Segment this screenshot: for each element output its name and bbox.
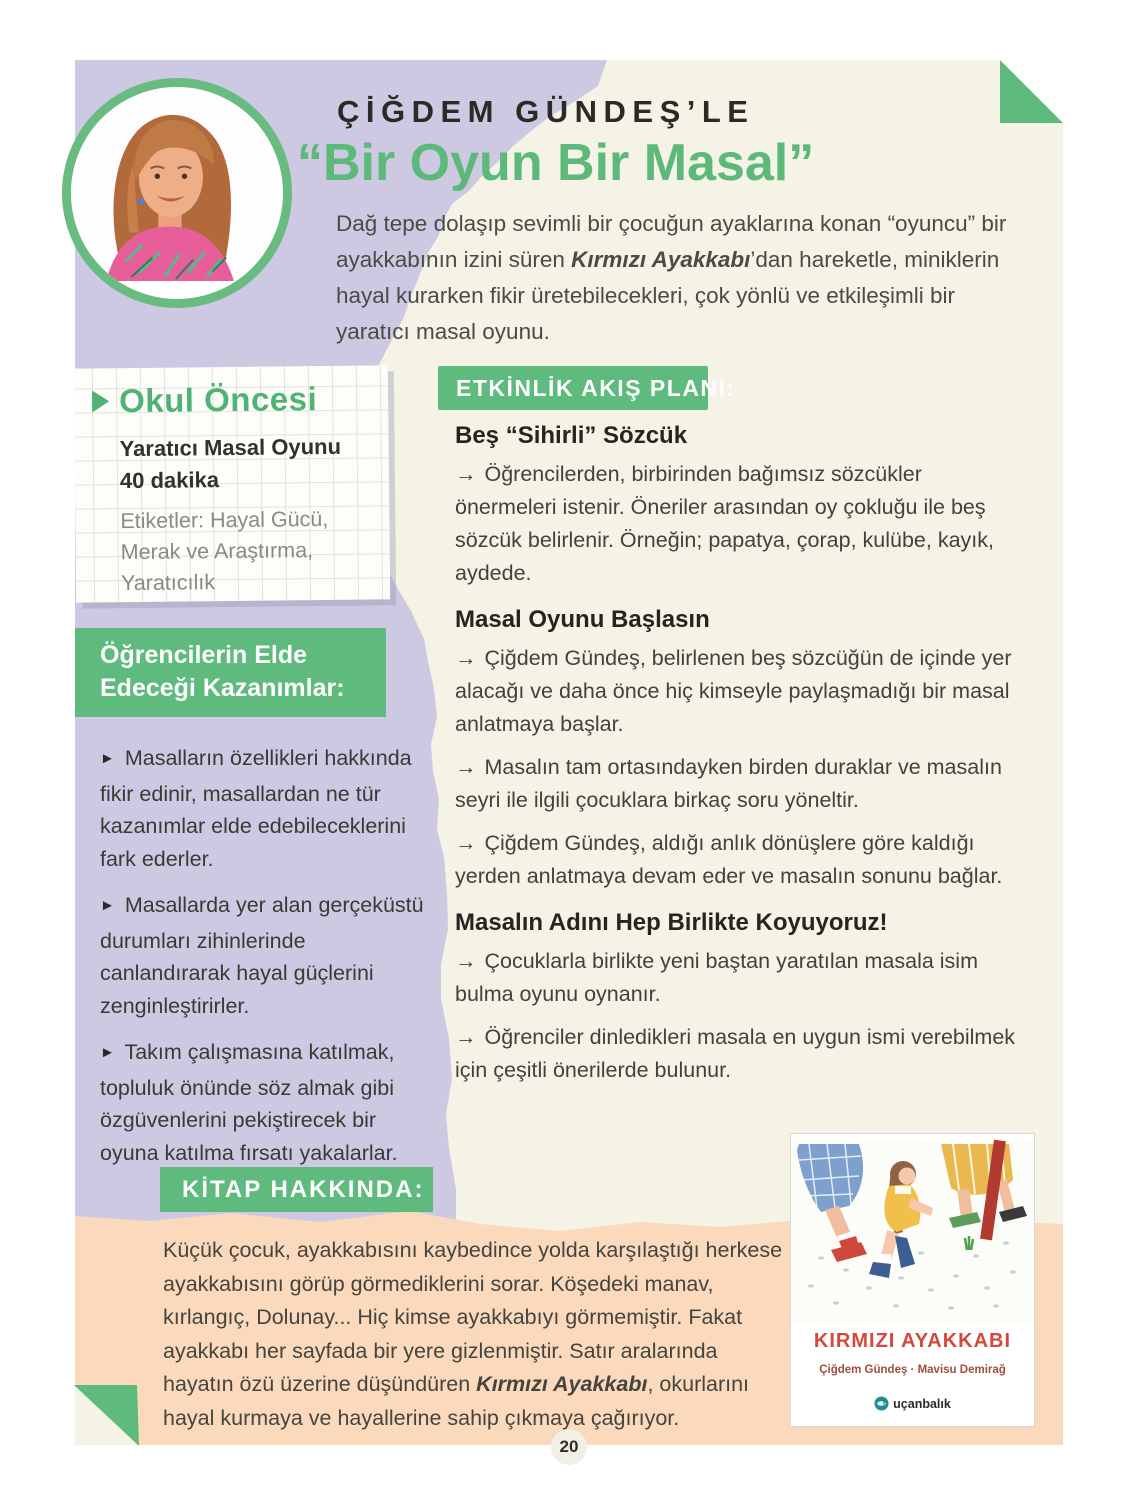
intro-paragraph: Dağ tepe dolaşıp sevimli bir çocuğun ayaklarına konan “oyuncu” bir ayakkabının izini süren Kırmızı Ayakkabı’dan hareketle, miniklerin hayal kurarken fikir üretebilecekleri, çok yönlü ve etkileşimli bir yaratıcı masal oyunu. bbox=[336, 211, 1007, 344]
activity-name: Yaratıcı Masal Oyunu bbox=[119, 433, 342, 462]
page-title: “Bir Oyun Bir Masal” bbox=[297, 134, 815, 192]
author-kicker: ÇİĞDEM GÜNDEŞ’LE bbox=[337, 94, 755, 129]
list-item: ► Takım çalışmasına katılmak, topluluk önünde söz almak gibi özgüvenlerini pekiştirecek bir oyuna katılma fırsatı yakalarlar. bbox=[100, 1040, 398, 1165]
level-card bbox=[74, 365, 390, 602]
page-number-badge: 20 bbox=[551, 1429, 587, 1465]
author-portrait-illustration bbox=[71, 87, 265, 281]
plan-point: → Çiğdem Gündeş, belirlenen beş sözcüğün de içinde yer alacağı ve daha önce hiç kimseyle paylaşmadığı bir masal anlatmaya başlar. bbox=[455, 646, 1012, 736]
arrow-icon: → bbox=[455, 646, 477, 670]
plan-point: → Öğrencilerden, birbirinden bağımsız sözcükler önermeleri istenir. Öneriler arasından oy çokluğu ile beş sözcük belirlenir. Örneğin; papatya, çorap, kulübe, kayık, aydede. bbox=[455, 462, 994, 585]
section-heading: Masal Oyunu Başlasın bbox=[455, 606, 710, 633]
arrow-icon: → bbox=[455, 462, 477, 486]
gains-title-box: Öğrencilerin Elde Edeceği Kazanımlar: bbox=[75, 628, 386, 717]
about-book-paragraph: Küçük çocuk, ayakkabısını kaybedince yolda karşılaştığı herkese ayakkabısını görüp görmediklerini sorar. Köşedeki manav, kırlangıç, Dolunay... Hiç kimse ayakkabıyı görmemiştir. Fakat ayakkabı her sayfada bir yere gizlenmiştir. Satır aralarında hayatın özü üzerine düşündüren Kırmızı Ayakkabı, okurlarını hayal kurmaya ve hayallerine sahip çıkmaya çağırıyor. bbox=[163, 1238, 783, 1430]
level-card-title: Okul Öncesi bbox=[118, 380, 318, 420]
list-item: ► Masallarda yer alan gerçeküstü durumları zihinlerinde canlandırarak hayal güçlerini zenginleştirirler. bbox=[100, 893, 424, 1018]
bullet-triangle-icon: ► bbox=[100, 750, 115, 767]
publisher-lockup bbox=[791, 1396, 1034, 1411]
author-photo bbox=[62, 78, 292, 308]
gains-list bbox=[100, 742, 440, 1183]
plan-point: → Öğrenciler dinledikleri masala en uygun ismi verebilmek için çeşitli önerilerde bulunur. bbox=[455, 1025, 1016, 1082]
book-title-inline: Kırmızı Ayakkabı bbox=[571, 247, 751, 272]
pointer-triangle-icon bbox=[92, 390, 109, 412]
arrow-icon: → bbox=[455, 1025, 477, 1049]
plan-title-box: ETKİNLİK AKIŞ PLANI: bbox=[438, 366, 708, 410]
cover-title: KIRMIZI AYAKKABI bbox=[813, 1330, 1012, 1352]
plan-point: → Çocuklarla birlikte yeni baştan yaratılan masala isim bulma oyunu oynanır. bbox=[455, 949, 978, 1006]
list-item: ► Masalların özellikleri hakkında fikir edinir, masallardan ne tür kazanımlar elde edebileceklerini fark ederler. bbox=[100, 746, 412, 871]
publisher-name: uçanbalık bbox=[893, 1396, 951, 1411]
cover-authors: Çiğdem Gündeş · Mavisu Demirağ bbox=[819, 1364, 1006, 1376]
book-cover bbox=[790, 1133, 1035, 1427]
arrow-icon: → bbox=[455, 949, 477, 973]
activity-duration: 40 dakika bbox=[119, 467, 220, 494]
section-heading: Beş “Sihirli” Sözcük bbox=[455, 422, 688, 449]
bullet-triangle-icon: ► bbox=[100, 897, 115, 914]
section-heading: Masalın Adını Hep Birlikte Koyuyoruz! bbox=[455, 909, 888, 936]
publisher-fish-icon bbox=[874, 1396, 889, 1411]
book-title-inline: Kırmızı Ayakkabı bbox=[476, 1372, 648, 1396]
activity-tags: Etiketler: Hayal Gücü, Merak ve Araştırma, Yaratıcılık bbox=[120, 506, 329, 596]
bullet-triangle-icon: ► bbox=[100, 1044, 115, 1061]
about-book-title-box: KİTAP HAKKINDA: bbox=[160, 1167, 433, 1212]
plan-point: → Masalın tam ortasındayken birden duraklar ve masalın seyri ile ilgili çocuklara birkaç soru yöneltir. bbox=[455, 755, 1002, 812]
plan-point: → Çiğdem Gündeş, aldığı anlık dönüşlere göre kaldığı yerden anlatmaya devam eder ve masalın sonunu bağlar. bbox=[455, 831, 1003, 888]
arrow-icon: → bbox=[455, 755, 477, 779]
plan-sections bbox=[455, 420, 1021, 1097]
arrow-icon: → bbox=[455, 831, 477, 855]
book-cover-illustration bbox=[791, 1138, 1034, 1323]
